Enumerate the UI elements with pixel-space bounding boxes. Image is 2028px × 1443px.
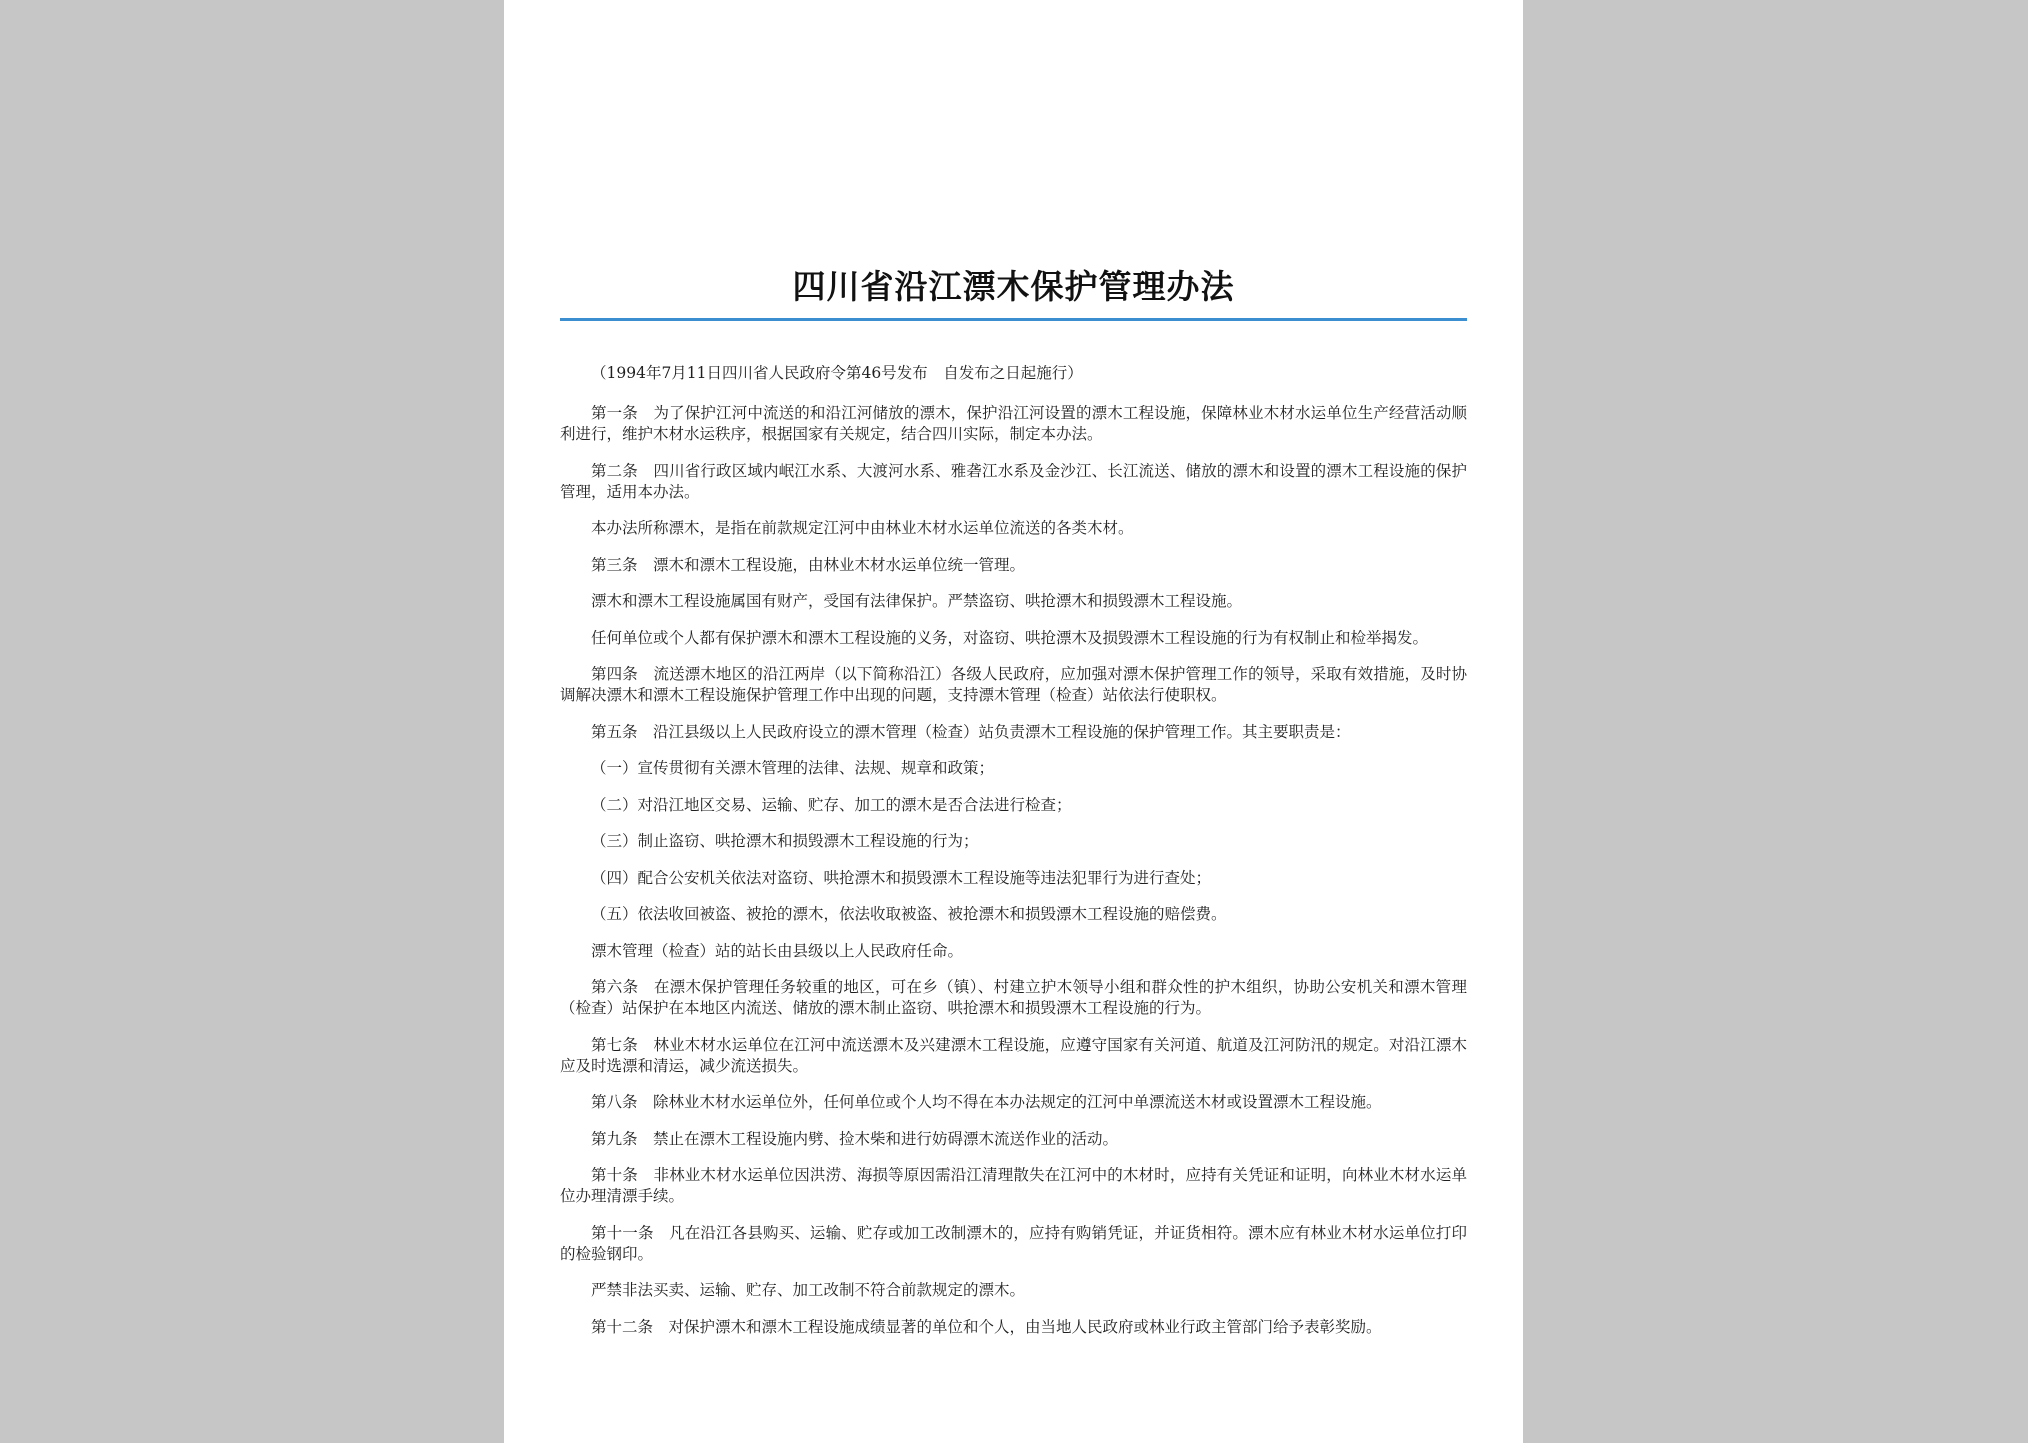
article-paragraph [560, 1129, 1467, 1150]
article-text: 在漂木保护管理任务较重的地区，可在乡（镇）、村建立护木领导小组和群众性的护木组织，协助公安机关和漂木管理（检查）站保护在本地区内流送、储放的漂木制止盗窃、哄抢漂木和损毁漂木工程设施的行为。 [560, 978, 1467, 1017]
article-text: 本办法所称漂木，是指在前款规定江河中由林业木材水运单位流送的各类木材。 [591, 519, 1134, 537]
document-body [560, 363, 1467, 1338]
article-text: （三）制止盗窃、哄抢漂木和损毁漂木工程设施的行为； [591, 832, 979, 850]
article-text: 林业木材水运单位在江河中流送漂木及兴建漂木工程设施，应遵守国家有关河道、航道及江河防汛的规定。对沿江漂木应及时选漂和清运，减少流送损失。 [560, 1035, 1467, 1075]
article-text: 非林业木材水运单位因洪涝、海损等原因需沿江清理散失在江河中的木材时，应持有关凭证和证明，向林业木材水运单位办理清漂手续。 [560, 1166, 1467, 1205]
article-paragraph [560, 1165, 1467, 1207]
article-paragraph [560, 1317, 1467, 1338]
article-number: 第五条 [591, 722, 638, 741]
article-text: （二）对沿江地区交易、运输、贮存、加工的漂木是否合法进行检查； [591, 795, 1072, 814]
article-paragraph [560, 1223, 1467, 1265]
article-paragraph [560, 722, 1467, 743]
article-paragraph [560, 664, 1467, 706]
article-text: （五）依法收回被盗、被抢的漂木，依法收取被盗、被抢漂木和损毁漂木工程设施的赔偿费。 [591, 905, 1227, 923]
document-title: 四川省沿江漂木保护管理办法 [792, 267, 1235, 306]
article-text: 沿江县级以上人民政府设立的漂木管理（检查）站负责漂木工程设施的保护管理工作。其主要职责是： [653, 722, 1351, 741]
article-text: （一）宣传贯彻有关漂木管理的法律、法规、规章和政策； [591, 759, 995, 777]
article-number: 第六条 [591, 978, 639, 996]
title-divider [560, 318, 1467, 321]
article-paragraph [560, 868, 1467, 889]
document-page [504, 0, 1523, 1443]
article-paragraph [560, 904, 1467, 925]
article-paragraph [560, 403, 1467, 445]
article-number: 第八条 [591, 1093, 638, 1111]
article-number: 第三条 [591, 555, 638, 574]
article-text: （四）配合公安机关依法对盗窃、哄抢漂木和损毁漂木工程设施等违法犯罪行为进行查处； [591, 868, 1212, 887]
article-text: 除林业木材水运单位外，任何单位或个人均不得在本办法规定的江河中单漂流送木材或设置漂木工程设施。 [653, 1093, 1382, 1111]
article-paragraph [560, 941, 1467, 962]
article-paragraph [560, 1092, 1467, 1113]
article-text: 为了保护江河中流送的和沿江河储放的漂木，保护沿江河设置的漂木工程设施，保障林业木材水运单位生产经营活动顺利进行，维护木材水运秩序，根据国家有关规定，结合四川实际，制定本办法。 [560, 404, 1467, 443]
article-number: 第九条 [591, 1129, 638, 1148]
article-paragraph [560, 555, 1467, 576]
article-text: 对保护漂木和漂木工程设施成绩显著的单位和个人，由当地人民政府或林业行政主管部门给予表彰奖励。 [668, 1317, 1382, 1336]
article-number: 第一条 [591, 404, 638, 422]
article-text: 严禁非法买卖、运输、贮存、加工改制不符合前款规定的漂木。 [591, 1281, 1026, 1299]
article-number: 第十条 [591, 1166, 638, 1184]
article-number: 第十一条 [591, 1223, 654, 1242]
article-paragraph [560, 461, 1467, 503]
article-paragraph [560, 758, 1467, 779]
article-paragraph [560, 1280, 1467, 1301]
article-paragraph [560, 518, 1467, 539]
article-text: 禁止在漂木工程设施内劈、捡木柴和进行妨碍漂木流送作业的活动。 [653, 1129, 1119, 1148]
article-number: 第二条 [591, 461, 638, 480]
article-text: 凡在沿江各县购买、运输、贮存或加工改制漂木的，应持有购销凭证，并证货相符。漂木应有林业木材水运单位打印的检验钢印。 [560, 1223, 1467, 1263]
article-paragraph [560, 795, 1467, 816]
article-paragraph [560, 628, 1467, 649]
article-paragraph [560, 591, 1467, 612]
article-number: 第七条 [591, 1035, 638, 1054]
article-text: 任何单位或个人都有保护漂木和漂木工程设施的义务，对盗窃、哄抢漂木及损毁漂木工程设施的行为有权制止和检举揭发。 [591, 628, 1429, 647]
article-text: 漂木和漂木工程设施属国有财产，受国有法律保护。严禁盗窃、哄抢漂木和损毁漂木工程设施。 [591, 592, 1243, 610]
article-text: 流送漂木地区的沿江两岸（以下简称沿江）各级人民政府，应加强对漂木保护管理工作的领导，采取有效措施，及时协调解决漂木和漂木工程设施保护管理工作中出现的问题，支持漂木管理（检查）站依法行使职权。 [560, 665, 1467, 704]
article-number: 第四条 [591, 665, 638, 683]
issue-note: （1994年7月11日四川省人民政府令第46号发布 自发布之日起施行） [591, 364, 1083, 382]
article-paragraph [560, 977, 1467, 1019]
article-text: 漂木管理（检查）站的站长由县级以上人民政府任命。 [591, 941, 964, 960]
article-text: 四川省行政区域内岷江水系、大渡河水系、雅砻江水系及金沙江、长江流送、储放的漂木和设置的漂木工程设施的保护管理，适用本办法。 [560, 461, 1467, 501]
article-paragraph [560, 1035, 1467, 1077]
article-number: 第十二条 [591, 1317, 654, 1336]
article-paragraph [560, 831, 1467, 852]
article-text: 漂木和漂木工程设施，由林业木材水运单位统一管理。 [653, 555, 1026, 574]
